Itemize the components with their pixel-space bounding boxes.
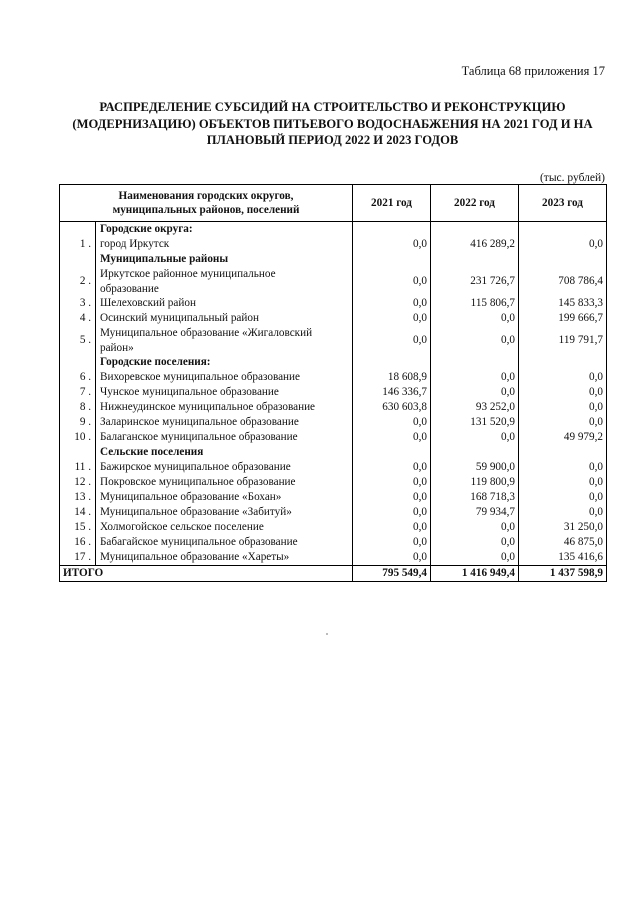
- value-2023: 46 875,0: [519, 535, 607, 550]
- row-index: 16 .: [60, 535, 96, 550]
- title-line: РАСПРЕДЕЛЕНИЕ СУБСИДИЙ НА СТРОИТЕЛЬСТВО И РЕКОНСТРУКЦИЮ: [99, 100, 566, 114]
- value-2023: [519, 445, 607, 460]
- row-index: 5 .: [60, 326, 96, 355]
- value-2023: [519, 252, 607, 267]
- row-index: 10 .: [60, 430, 96, 445]
- table-row: [60, 535, 607, 550]
- value-2022: 0,0: [431, 370, 519, 385]
- row-name-line: Муниципальное образование «Жигаловский: [100, 327, 313, 339]
- table-body: [60, 222, 607, 582]
- value-2023: 0,0: [519, 237, 607, 252]
- table-row: [60, 520, 607, 535]
- value-2023: 0,0: [519, 490, 607, 505]
- value-2023: 0,0: [519, 415, 607, 430]
- value-2023: [519, 222, 607, 238]
- value-2021: 0,0: [353, 237, 431, 252]
- value-2023: 199 666,7: [519, 311, 607, 326]
- row-name: Холмогойское сельское поселение: [96, 520, 353, 535]
- value-2023: [519, 355, 607, 370]
- table-row: [60, 385, 607, 400]
- table-row: [60, 326, 607, 355]
- value-2022: 93 252,0: [431, 400, 519, 415]
- value-2021: 630 603,8: [353, 400, 431, 415]
- header-row: [60, 185, 607, 222]
- table-row: [60, 430, 607, 445]
- row-name: Бабагайское муниципальное образование: [96, 535, 353, 550]
- value-2021: [353, 252, 431, 267]
- row-name: Балаганское муниципальное образование: [96, 430, 353, 445]
- section-row: [60, 355, 607, 370]
- row-index: 6 .: [60, 370, 96, 385]
- row-name: Вихоревское муниципальное образование: [96, 370, 353, 385]
- value-2021: 0,0: [353, 326, 431, 355]
- row-index: 11 .: [60, 460, 96, 475]
- row-name: Нижнеудинское муниципальное образование: [96, 400, 353, 415]
- value-2023: 0,0: [519, 400, 607, 415]
- value-2021: 0,0: [353, 520, 431, 535]
- row-index: [60, 355, 96, 370]
- value-2022: 231 726,7: [431, 267, 519, 296]
- row-name: [96, 326, 353, 355]
- section-title: Городские поселения:: [96, 355, 353, 370]
- section-title: Муниципальные районы: [96, 252, 353, 267]
- value-2022: 79 934,7: [431, 505, 519, 520]
- row-index: [60, 252, 96, 267]
- table-row: [60, 237, 607, 252]
- row-name: [96, 267, 353, 296]
- table-caption: Таблица 68 приложения 17: [461, 64, 605, 78]
- row-name: город Иркутск: [96, 237, 353, 252]
- value-2023: 145 833,3: [519, 296, 607, 311]
- value-2021: 0,0: [353, 311, 431, 326]
- value-2021: 146 336,7: [353, 385, 431, 400]
- value-2022: 0,0: [431, 311, 519, 326]
- table-row: [60, 505, 607, 520]
- total-2022: 1 416 949,4: [431, 566, 519, 582]
- table-row: [60, 267, 607, 296]
- row-name: Муниципальное образование «Бохан»: [96, 490, 353, 505]
- table-row: [60, 490, 607, 505]
- row-name: Покровское муниципальное образование: [96, 475, 353, 490]
- value-2022: 0,0: [431, 550, 519, 566]
- table-row: [60, 311, 607, 326]
- row-name: Заларинское муниципальное образование: [96, 415, 353, 430]
- value-2023: 0,0: [519, 505, 607, 520]
- section-title: Городские округа:: [96, 222, 353, 238]
- row-index: 2 .: [60, 267, 96, 296]
- row-index: 13 .: [60, 490, 96, 505]
- value-2021: 0,0: [353, 535, 431, 550]
- header-name-line: Наименования городских округов,: [118, 190, 294, 202]
- value-2022: [431, 445, 519, 460]
- total-2021: 795 549,4: [353, 566, 431, 582]
- section-title: Сельские поселения: [96, 445, 353, 460]
- row-index: 17 .: [60, 550, 96, 566]
- row-name-line: район»: [100, 341, 134, 354]
- row-index: 4 .: [60, 311, 96, 326]
- value-2023: 0,0: [519, 475, 607, 490]
- row-index: [60, 445, 96, 460]
- value-2021: 0,0: [353, 550, 431, 566]
- value-2023: 135 416,6: [519, 550, 607, 566]
- total-label: ИТОГО: [60, 566, 353, 582]
- value-2022: [431, 222, 519, 238]
- value-2021: [353, 222, 431, 238]
- value-2021: 0,0: [353, 460, 431, 475]
- value-2021: 18 608,9: [353, 370, 431, 385]
- row-index: 14 .: [60, 505, 96, 520]
- value-2021: 0,0: [353, 267, 431, 296]
- value-2021: 0,0: [353, 475, 431, 490]
- value-2022: 59 900,0: [431, 460, 519, 475]
- value-2023: 31 250,0: [519, 520, 607, 535]
- row-index: 8 .: [60, 400, 96, 415]
- row-name-line: Иркутское районное муниципальное: [100, 268, 276, 280]
- row-index: 9 .: [60, 415, 96, 430]
- value-2021: 0,0: [353, 505, 431, 520]
- row-name: Чунское муниципальное образование: [96, 385, 353, 400]
- unit-label: (тыс. рублей): [539, 172, 605, 184]
- value-2021: [353, 445, 431, 460]
- row-name: Муниципальное образование «Забитуй»: [96, 505, 353, 520]
- row-index: 15 .: [60, 520, 96, 535]
- value-2022: [431, 355, 519, 370]
- header-name: [60, 185, 353, 222]
- value-2023: 119 791,7: [519, 326, 607, 355]
- value-2021: 0,0: [353, 430, 431, 445]
- row-name-line: образование: [100, 282, 159, 295]
- value-2021: [353, 355, 431, 370]
- row-name: Муниципальное образование «Хареты»: [96, 550, 353, 566]
- row-name: Шелеховский район: [96, 296, 353, 311]
- value-2023: 0,0: [519, 460, 607, 475]
- page-speck: [326, 633, 328, 635]
- row-index: [60, 222, 96, 238]
- row-name: Бажирское муниципальное образование: [96, 460, 353, 475]
- table-row: [60, 400, 607, 415]
- value-2021: 0,0: [353, 415, 431, 430]
- value-2022: 416 289,2: [431, 237, 519, 252]
- table-row: [60, 415, 607, 430]
- row-index: 3 .: [60, 296, 96, 311]
- section-row: [60, 222, 607, 238]
- total-2023: 1 437 598,9: [519, 566, 607, 582]
- row-index: 7 .: [60, 385, 96, 400]
- title-line: (МОДЕРНИЗАЦИЮ) ОБЪЕКТОВ ПИТЬЕВОГО ВОДОСНАБЖЕНИЯ НА 2021 ГОД И НА: [72, 116, 593, 131]
- header-2022: 2022 год: [431, 185, 519, 222]
- value-2022: 119 800,9: [431, 475, 519, 490]
- total-row: [60, 566, 607, 582]
- title-line: ПЛАНОВЫЙ ПЕРИОД 2022 И 2023 ГОДОВ: [206, 133, 459, 147]
- value-2022: 131 520,9: [431, 415, 519, 430]
- value-2022: [431, 252, 519, 267]
- header-2023: 2023 год: [519, 185, 607, 222]
- value-2022: 0,0: [431, 535, 519, 550]
- header-2021: 2021 год: [353, 185, 431, 222]
- value-2022: 115 806,7: [431, 296, 519, 311]
- table-row: [60, 460, 607, 475]
- section-row: [60, 252, 607, 267]
- table-row: [60, 550, 607, 566]
- table-row: [60, 370, 607, 385]
- value-2022: 168 718,3: [431, 490, 519, 505]
- row-name: Осинский муниципальный район: [96, 311, 353, 326]
- value-2022: 0,0: [431, 385, 519, 400]
- value-2021: 0,0: [353, 490, 431, 505]
- row-index: 1 .: [60, 237, 96, 252]
- header-name-line: муниципальных районов, поселений: [112, 204, 300, 216]
- section-row: [60, 445, 607, 460]
- value-2023: 0,0: [519, 385, 607, 400]
- row-index: 12 .: [60, 475, 96, 490]
- table-row: [60, 296, 607, 311]
- table-row: [60, 475, 607, 490]
- value-2022: 0,0: [431, 430, 519, 445]
- value-2023: 49 979,2: [519, 430, 607, 445]
- value-2023: 0,0: [519, 370, 607, 385]
- document-title: [60, 99, 605, 149]
- value-2021: 0,0: [353, 296, 431, 311]
- value-2023: 708 786,4: [519, 267, 607, 296]
- value-2022: 0,0: [431, 520, 519, 535]
- value-2022: 0,0: [431, 326, 519, 355]
- subsidy-table: [59, 184, 607, 582]
